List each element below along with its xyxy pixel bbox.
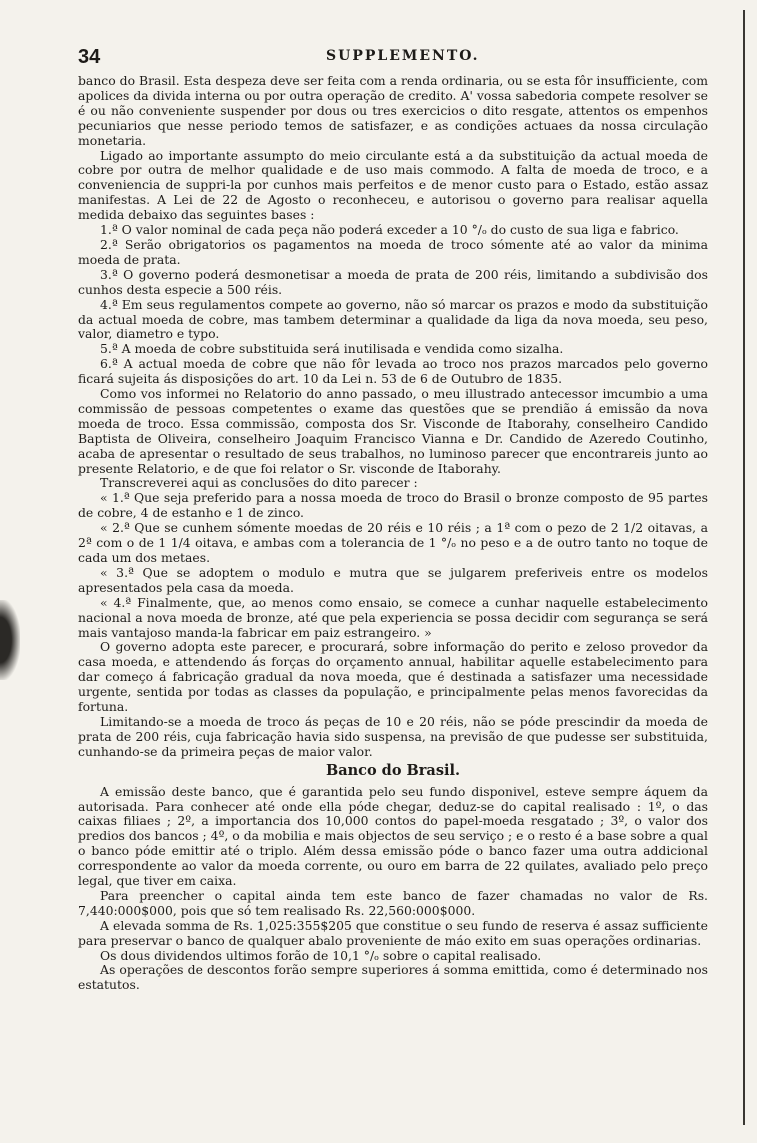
paragraph: Transcreverei aqui as conclusões do dito parecer : (100, 475, 418, 491)
paragraph: « 3.ª Que se adoptem o modulo e mutra que se julgarem preferiveis entre os modelos apresentados pela casa da moeda. (78, 564, 708, 595)
running-head: SUPPLEMENTO. (326, 48, 480, 64)
paragraph: banco do Brasil. Esta despeza deve ser feita com a renda ordinaria, ou se esta fôr insufficiente, com apolices da divida interna ou por outra operação de credito. A' vossa sabedoria compete resolver se é ou não conveniente suspender por dous ou tres exercicios o dito resgate, attentos os empenhos pecuniarios que nesse periodo temos de satisfazer, e as condições actuaes da nossa circulação monetaria. (78, 73, 708, 148)
paragraph: 5.ª A moeda de cobre substituida será inutilisada e vendida como sizalha. (100, 341, 564, 357)
paragraph: Como vos informei no Relatorio do anno passado, o meu illustrado antecessor imcumbio a uma commissão de pessoas competentes o exame das questões que se prendião á emissão da nova moeda de troco. Essa commissão, composta dos Sr. Visconde de Itaborahy, conselheiro Candido Baptista de Oliveira, conselheiro Joaquim Francisco Vianna e Dr. Candido de Azeredo Coutinho, acaba de apresentar o resultado de seus trabalhos, no luminoso parecer que encontrareis junto ao presente Relatorio, e de que foi relator o Sr. visconde de Itaborahy. (78, 386, 708, 476)
paragraph: A emissão deste banco, que é garantida pelo seu fundo disponivel, esteve sempre áquem da autorisada. Para conhecer até onde ella póde chegar, deduz-se do capital realisado : 1º, o das caixas filiaes ; 2º, a importancia dos 10,000 contos do papel-moeda resgatado ; 3º, o valor dos predios dos bancos ; 4º, o da mobilia e mais objectos de seu serviço ; e o resto é a base sobre a qual o banco póde emittir até o triplo. Além dessa emissão póde o banco fazer uma outra addicional correspondente ao valor da moeda corrente, ou ouro em barra de 22 quilates, avaliado pelo preço legal, que tiver em caixa. (78, 783, 708, 889)
binding-shadow (0, 600, 20, 680)
body-text (78, 74, 708, 993)
page-edge-rule (743, 10, 745, 1125)
paragraph: Os dous dividendos ultimos forão de 10,1 °/ₒ sobre o capital realisado. (100, 947, 542, 963)
paragraph: Ligado ao importante assumpto do meio circulante está a da substituição da actual moeda de cobre por outra de melhor qualidade e de uso mais commodo. A falta de moeda de troco, e a conveniencia de suppri-la por cunhos mais perfeitos e de menor custo para o Estado, estão assaz manifestas. A Lei de 22 de Agosto o reconheceu, e autorisou o governo para realisar aquella medida debaixo das seguintes bases : (78, 147, 708, 223)
page-header (78, 46, 708, 76)
paragraph: « 4.ª Finalmente, que, ao menos como ensaio, se comece a cunhar naquelle estabelecimento nacional a nova moeda de bronze, até que pela experiencia se possa decidir com segurança se será mais vantajoso manda-la fabricar em paiz estrangeiro. » (78, 594, 708, 640)
paragraph: 6.ª A actual moeda de cobre que não fôr levada ao troco nos prazos marcados pelo governo ficará sujeita ás disposições do art. 10 da Lei n. 53 de 6 de Outubro de 1835. (78, 356, 708, 387)
document-page (78, 46, 708, 993)
paragraph: Para preencher o capital ainda tem este banco de fazer chamadas no valor de Rs. 7,440:000$000, pois que só tem realisado Rs. 22,560:000$000. (78, 887, 708, 918)
page-number: 34 (78, 46, 101, 68)
paragraph: Limitando-se a moeda de troco ás peças de 10 e 20 réis, não se póde prescindir da moeda de prata de 200 réis, cuja fabricação havia sido suspensa, na previsão de que pudesse ser substituida, cunhando-se da primeira peças de maior valor. (78, 713, 708, 759)
paragraph: 4.ª Em seus regulamentos compete ao governo, não só marcar os prazos e modo da substituição da actual moeda de cobre, mas tambem determinar a qualidade da liga da nova moeda, seu peso, valor, diametro e typo. (78, 296, 708, 342)
paragraph: O governo adopta este parecer, e procurará, sobre informação do perito e zeloso provedor da casa moeda, e attendendo ás forças do orçamento annual, habilitar aquelle estabelecimento para dar começo á fabricação gradual da nova moeda, que é destinada a satisfazer uma necessidade urgente, sentida por todas as classes da população, e principalmente pelas menos favorecidas da fortuna. (78, 639, 708, 715)
paragraph: « 2.ª Que se cunhem sómente moedas de 20 réis e 10 réis ; a 1ª com o pezo de 2 1/2 oitavas, a 2ª com o de 1 1/4 oitava, e ambas com a tolerancia de 1 °/ₒ no peso e a de outro tanto no toque de cada um dos metaes. (78, 520, 708, 565)
paragraph: « 1.ª Que seja preferido para a nossa moeda de troco do Brasil o bronze composto de 95 partes de cobre, 4 de estanho e 1 de zinco. (78, 490, 708, 521)
paragraph: A elevada somma de Rs. 1,025:355$205 que constitue o seu fundo de reserva é assaz sufficiente para preservar o banco de qualquer abalo proveniente de máo exito em suas operações ordinarias. (78, 917, 708, 948)
section-title: Banco do Brasil. (325, 761, 461, 779)
paragraph: 1.ª O valor nominal de cada peça não poderá exceder a 10 °/ₒ do custo de sua liga e fabrico. (100, 222, 679, 238)
paragraph: 2.ª Serão obrigatorios os pagamentos na moeda de troco sómente até ao valor da minima moeda de prata. (78, 236, 708, 267)
paragraph: 3.ª O governo poderá desmonetisar a moeda de prata de 200 réis, limitando a subdivisão dos cunhos desta especie a 500 réis. (78, 266, 708, 297)
paragraph: As operações de descontos forão sempre superiores á somma emittida, como é determinado nos estatutos. (78, 962, 708, 993)
